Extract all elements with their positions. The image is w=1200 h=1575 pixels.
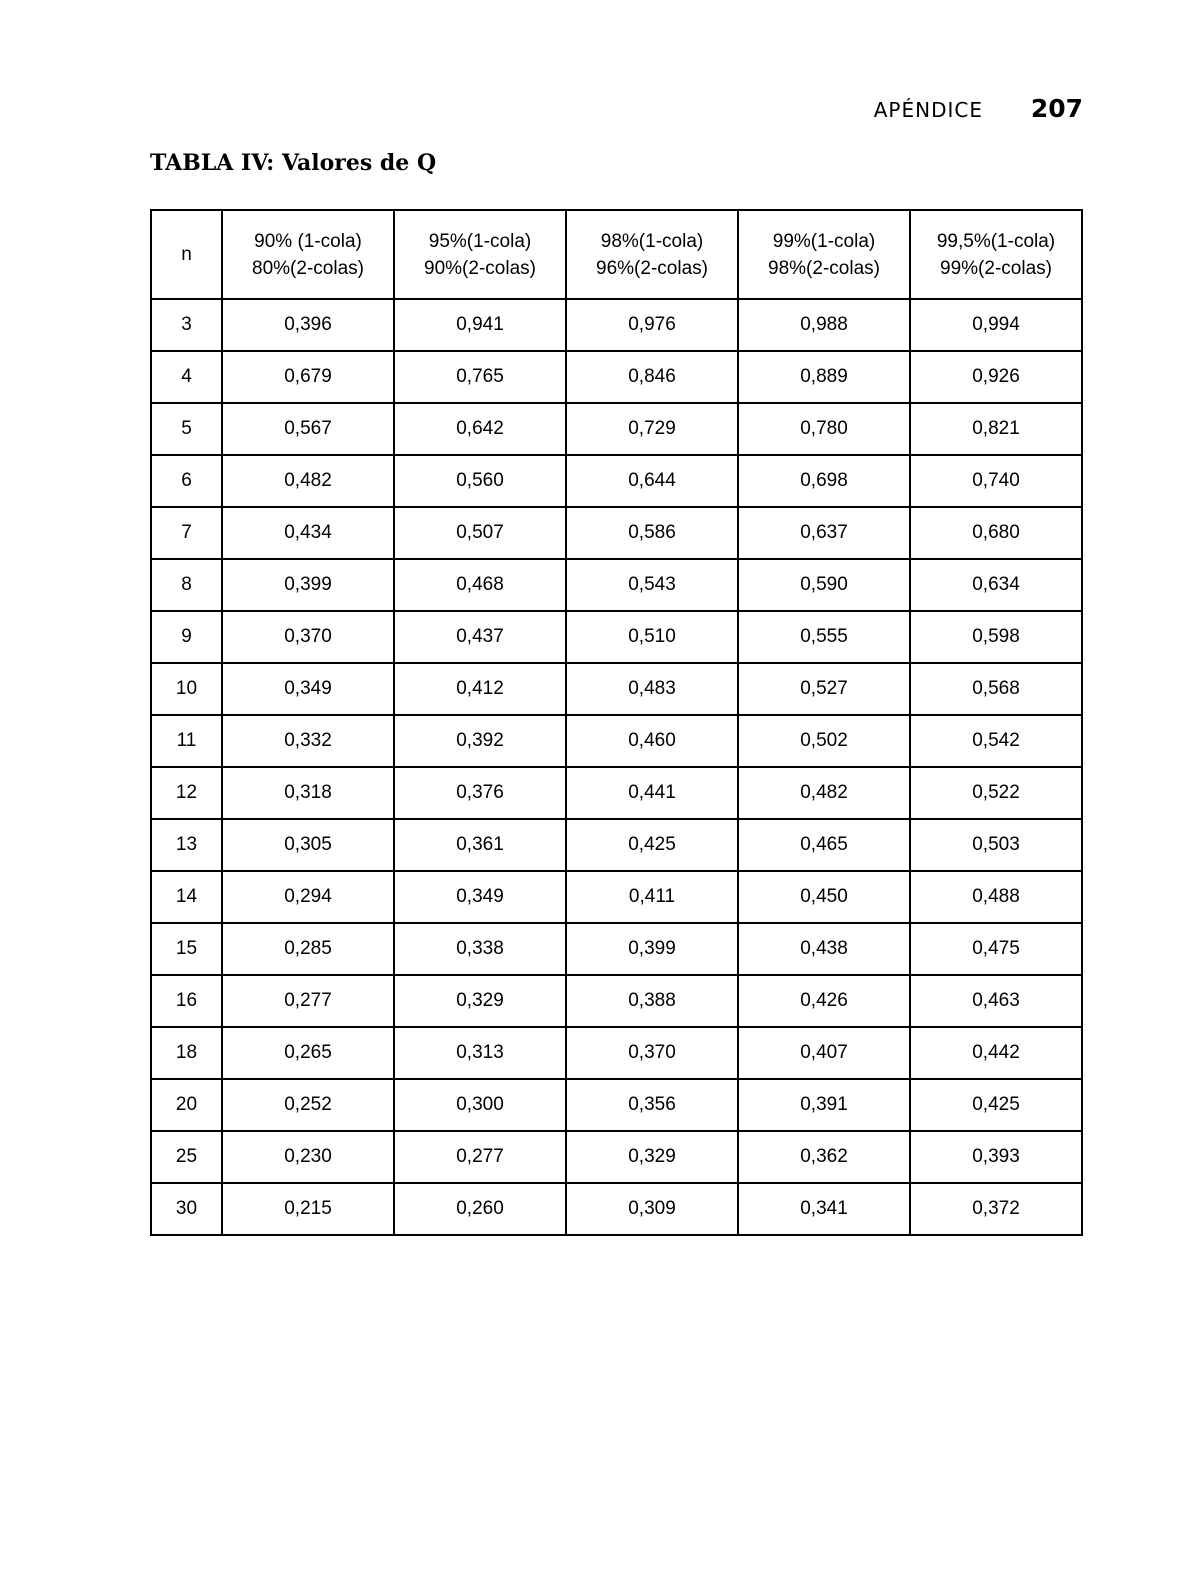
- cell-n: 18: [151, 1027, 222, 1079]
- table-row: [151, 767, 1082, 819]
- cell-value: 0,463: [910, 975, 1082, 1027]
- table-row: [151, 1183, 1082, 1235]
- cell-value: 0,338: [394, 923, 566, 975]
- cell-value: 0,332: [222, 715, 394, 767]
- cell-value: 0,396: [222, 299, 394, 351]
- column-header-line: 99,5%(1-cola): [936, 230, 1056, 252]
- cell-value: 0,260: [394, 1183, 566, 1235]
- cell-value: 0,988: [738, 299, 910, 351]
- table-title: TABLA IV: Valores de Q: [150, 150, 437, 176]
- cell-value: 0,941: [394, 299, 566, 351]
- cell-value: 0,543: [566, 559, 738, 611]
- cell-value: 0,277: [222, 975, 394, 1027]
- cell-value: 0,568: [910, 663, 1082, 715]
- cell-value: 0,372: [910, 1183, 1082, 1235]
- table-row: [151, 819, 1082, 871]
- cell-n: 7: [151, 507, 222, 559]
- column-header-95: [394, 210, 566, 299]
- table-row: [151, 923, 1082, 975]
- cell-value: 0,388: [566, 975, 738, 1027]
- cell-value: 0,361: [394, 819, 566, 871]
- column-header-line: 95%(1-cola): [428, 230, 532, 252]
- column-header-line: 80%(2-colas): [252, 257, 364, 279]
- cell-value: 0,309: [566, 1183, 738, 1235]
- cell-value: 0,976: [566, 299, 738, 351]
- cell-n: 15: [151, 923, 222, 975]
- q-values-table: [150, 209, 1083, 1236]
- column-header-line: 99%(1-cola): [772, 230, 876, 252]
- cell-value: 0,437: [394, 611, 566, 663]
- cell-value: 0,926: [910, 351, 1082, 403]
- table-row: [151, 1027, 1082, 1079]
- cell-value: 0,555: [738, 611, 910, 663]
- cell-value: 0,846: [566, 351, 738, 403]
- cell-value: 0,370: [222, 611, 394, 663]
- cell-value: 0,434: [222, 507, 394, 559]
- cell-value: 0,507: [394, 507, 566, 559]
- cell-value: 0,362: [738, 1131, 910, 1183]
- column-header-99-5: [910, 210, 1082, 299]
- cell-value: 0,637: [738, 507, 910, 559]
- cell-value: 0,376: [394, 767, 566, 819]
- cell-value: 0,441: [566, 767, 738, 819]
- cell-value: 0,425: [566, 819, 738, 871]
- table-row: [151, 507, 1082, 559]
- column-header-99: [738, 210, 910, 299]
- table-header-row: [151, 210, 1082, 299]
- cell-value: 0,450: [738, 871, 910, 923]
- table-row: [151, 455, 1082, 507]
- cell-n: 3: [151, 299, 222, 351]
- cell-value: 0,510: [566, 611, 738, 663]
- table-row: [151, 1131, 1082, 1183]
- table-row: [151, 663, 1082, 715]
- cell-value: 0,399: [222, 559, 394, 611]
- cell-n: 16: [151, 975, 222, 1027]
- table-row: [151, 715, 1082, 767]
- column-header-98: [566, 210, 738, 299]
- cell-value: 0,698: [738, 455, 910, 507]
- cell-n: 14: [151, 871, 222, 923]
- column-header-line: 96%(2-colas): [596, 257, 708, 279]
- column-header-line: 90%(2-colas): [424, 257, 536, 279]
- cell-value: 0,305: [222, 819, 394, 871]
- cell-value: 0,994: [910, 299, 1082, 351]
- cell-n: 25: [151, 1131, 222, 1183]
- cell-value: 0,318: [222, 767, 394, 819]
- cell-value: 0,265: [222, 1027, 394, 1079]
- cell-value: 0,426: [738, 975, 910, 1027]
- table-row: [151, 871, 1082, 923]
- cell-n: 4: [151, 351, 222, 403]
- cell-value: 0,468: [394, 559, 566, 611]
- cell-value: 0,889: [738, 351, 910, 403]
- cell-value: 0,642: [394, 403, 566, 455]
- cell-n: 12: [151, 767, 222, 819]
- cell-value: 0,438: [738, 923, 910, 975]
- column-header-line: 98%(1-cola): [600, 230, 704, 252]
- table-row: [151, 299, 1082, 351]
- cell-value: 0,399: [566, 923, 738, 975]
- table-row: [151, 975, 1082, 1027]
- cell-value: 0,765: [394, 351, 566, 403]
- cell-value: 0,313: [394, 1027, 566, 1079]
- cell-value: 0,349: [222, 663, 394, 715]
- cell-n: 20: [151, 1079, 222, 1131]
- cell-n: 30: [151, 1183, 222, 1235]
- cell-value: 0,356: [566, 1079, 738, 1131]
- cell-value: 0,391: [738, 1079, 910, 1131]
- cell-value: 0,252: [222, 1079, 394, 1131]
- cell-n: 9: [151, 611, 222, 663]
- cell-value: 0,780: [738, 403, 910, 455]
- section-name: APÉNDICE: [873, 98, 983, 122]
- cell-value: 0,680: [910, 507, 1082, 559]
- cell-value: 0,349: [394, 871, 566, 923]
- cell-value: 0,586: [566, 507, 738, 559]
- cell-value: 0,442: [910, 1027, 1082, 1079]
- cell-value: 0,300: [394, 1079, 566, 1131]
- table-row: [151, 351, 1082, 403]
- table-body: [151, 299, 1082, 1235]
- cell-value: 0,465: [738, 819, 910, 871]
- column-header-line: 98%(2-colas): [768, 257, 880, 279]
- cell-value: 0,411: [566, 871, 738, 923]
- cell-value: 0,329: [394, 975, 566, 1027]
- cell-value: 0,277: [394, 1131, 566, 1183]
- cell-value: 0,503: [910, 819, 1082, 871]
- column-header-n: [151, 210, 222, 299]
- table-row: [151, 611, 1082, 663]
- cell-value: 0,488: [910, 871, 1082, 923]
- cell-value: 0,567: [222, 403, 394, 455]
- page-header: [0, 94, 1083, 130]
- cell-value: 0,740: [910, 455, 1082, 507]
- cell-n: 6: [151, 455, 222, 507]
- cell-value: 0,522: [910, 767, 1082, 819]
- page-number: 207: [1030, 94, 1083, 123]
- cell-value: 0,679: [222, 351, 394, 403]
- cell-value: 0,329: [566, 1131, 738, 1183]
- cell-n: 5: [151, 403, 222, 455]
- cell-value: 0,598: [910, 611, 1082, 663]
- cell-value: 0,475: [910, 923, 1082, 975]
- cell-value: 0,370: [566, 1027, 738, 1079]
- table-row: [151, 559, 1082, 611]
- cell-value: 0,230: [222, 1131, 394, 1183]
- cell-value: 0,590: [738, 559, 910, 611]
- cell-value: 0,542: [910, 715, 1082, 767]
- cell-value: 0,407: [738, 1027, 910, 1079]
- column-header-line: n: [181, 244, 192, 265]
- table-row: [151, 1079, 1082, 1131]
- cell-n: 11: [151, 715, 222, 767]
- cell-value: 0,527: [738, 663, 910, 715]
- cell-value: 0,502: [738, 715, 910, 767]
- cell-n: 13: [151, 819, 222, 871]
- cell-n: 8: [151, 559, 222, 611]
- cell-value: 0,412: [394, 663, 566, 715]
- cell-value: 0,425: [910, 1079, 1082, 1131]
- cell-value: 0,634: [910, 559, 1082, 611]
- cell-value: 0,482: [222, 455, 394, 507]
- cell-value: 0,821: [910, 403, 1082, 455]
- cell-value: 0,215: [222, 1183, 394, 1235]
- cell-value: 0,341: [738, 1183, 910, 1235]
- cell-value: 0,294: [222, 871, 394, 923]
- cell-value: 0,483: [566, 663, 738, 715]
- cell-value: 0,644: [566, 455, 738, 507]
- cell-value: 0,482: [738, 767, 910, 819]
- cell-value: 0,460: [566, 715, 738, 767]
- cell-value: 0,393: [910, 1131, 1082, 1183]
- cell-value: 0,392: [394, 715, 566, 767]
- cell-value: 0,285: [222, 923, 394, 975]
- column-header-90: [222, 210, 394, 299]
- table-row: [151, 403, 1082, 455]
- cell-n: 10: [151, 663, 222, 715]
- column-header-line: 90% (1-cola): [254, 230, 362, 252]
- cell-value: 0,729: [566, 403, 738, 455]
- column-header-line: 99%(2-colas): [940, 257, 1052, 279]
- cell-value: 0,560: [394, 455, 566, 507]
